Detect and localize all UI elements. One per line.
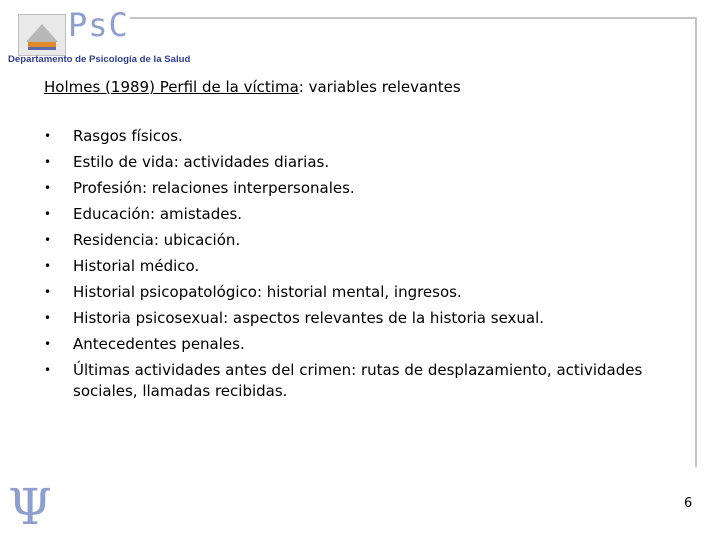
bullet-icon: • (44, 363, 52, 377)
list-item-text: Estilo de vida: actividades diarias. (73, 153, 330, 171)
page-number: 6 (684, 496, 693, 511)
bullet-icon: • (44, 233, 52, 247)
list-item (44, 253, 684, 279)
logo-name: PsC (68, 6, 129, 44)
list-item-text: Antecedentes penales. (73, 335, 245, 353)
bullet-icon: • (44, 259, 52, 273)
list-item-text: Historial psicopatológico: historial mental, ingresos. (73, 283, 462, 301)
list-item-text: Rasgos físicos. (73, 127, 183, 145)
bullet-icon: • (44, 129, 52, 143)
bullet-icon: • (44, 155, 52, 169)
slide-title (44, 78, 461, 96)
department-logo (8, 6, 191, 66)
slide-title-rest: : variables relevantes (298, 78, 461, 96)
list-item (44, 123, 684, 149)
list-item (44, 227, 684, 253)
list-item (44, 149, 684, 175)
logo-subtitle: Departamento de Psicología de la Salud (8, 54, 191, 65)
list-item (44, 175, 684, 201)
list-item-text: Residencia: ubicación. (73, 231, 241, 249)
psi-symbol-icon: Ψ (8, 478, 52, 536)
list-item-text: Educación: amistades. (73, 205, 243, 223)
list-item (44, 331, 684, 357)
bullet-icon: • (44, 285, 52, 299)
list-item-text: Historia psicosexual: aspectos relevantes de la historia sexual. (73, 309, 545, 327)
list-item (44, 201, 684, 227)
bullet-icon: • (44, 337, 52, 351)
logo-mark-icon (22, 20, 62, 52)
bullet-icon: • (44, 207, 52, 221)
frame-top-line (130, 17, 697, 19)
list-item-text: Últimas actividades antes del crimen: rutas de desplazamiento, actividades sociales, llamadas recibidas. (73, 361, 643, 400)
bullet-list (44, 123, 684, 404)
frame-right-line (695, 17, 697, 467)
list-item-text: Historial médico. (73, 257, 200, 275)
list-item (44, 279, 684, 305)
slide-title-underlined: Holmes (1989) Perfil de la víctima (44, 78, 299, 96)
bullet-icon: • (44, 311, 52, 325)
list-item (44, 305, 684, 331)
bullet-icon: • (44, 181, 52, 195)
list-item (44, 357, 684, 404)
list-item-text: Profesión: relaciones interpersonales. (73, 179, 355, 197)
